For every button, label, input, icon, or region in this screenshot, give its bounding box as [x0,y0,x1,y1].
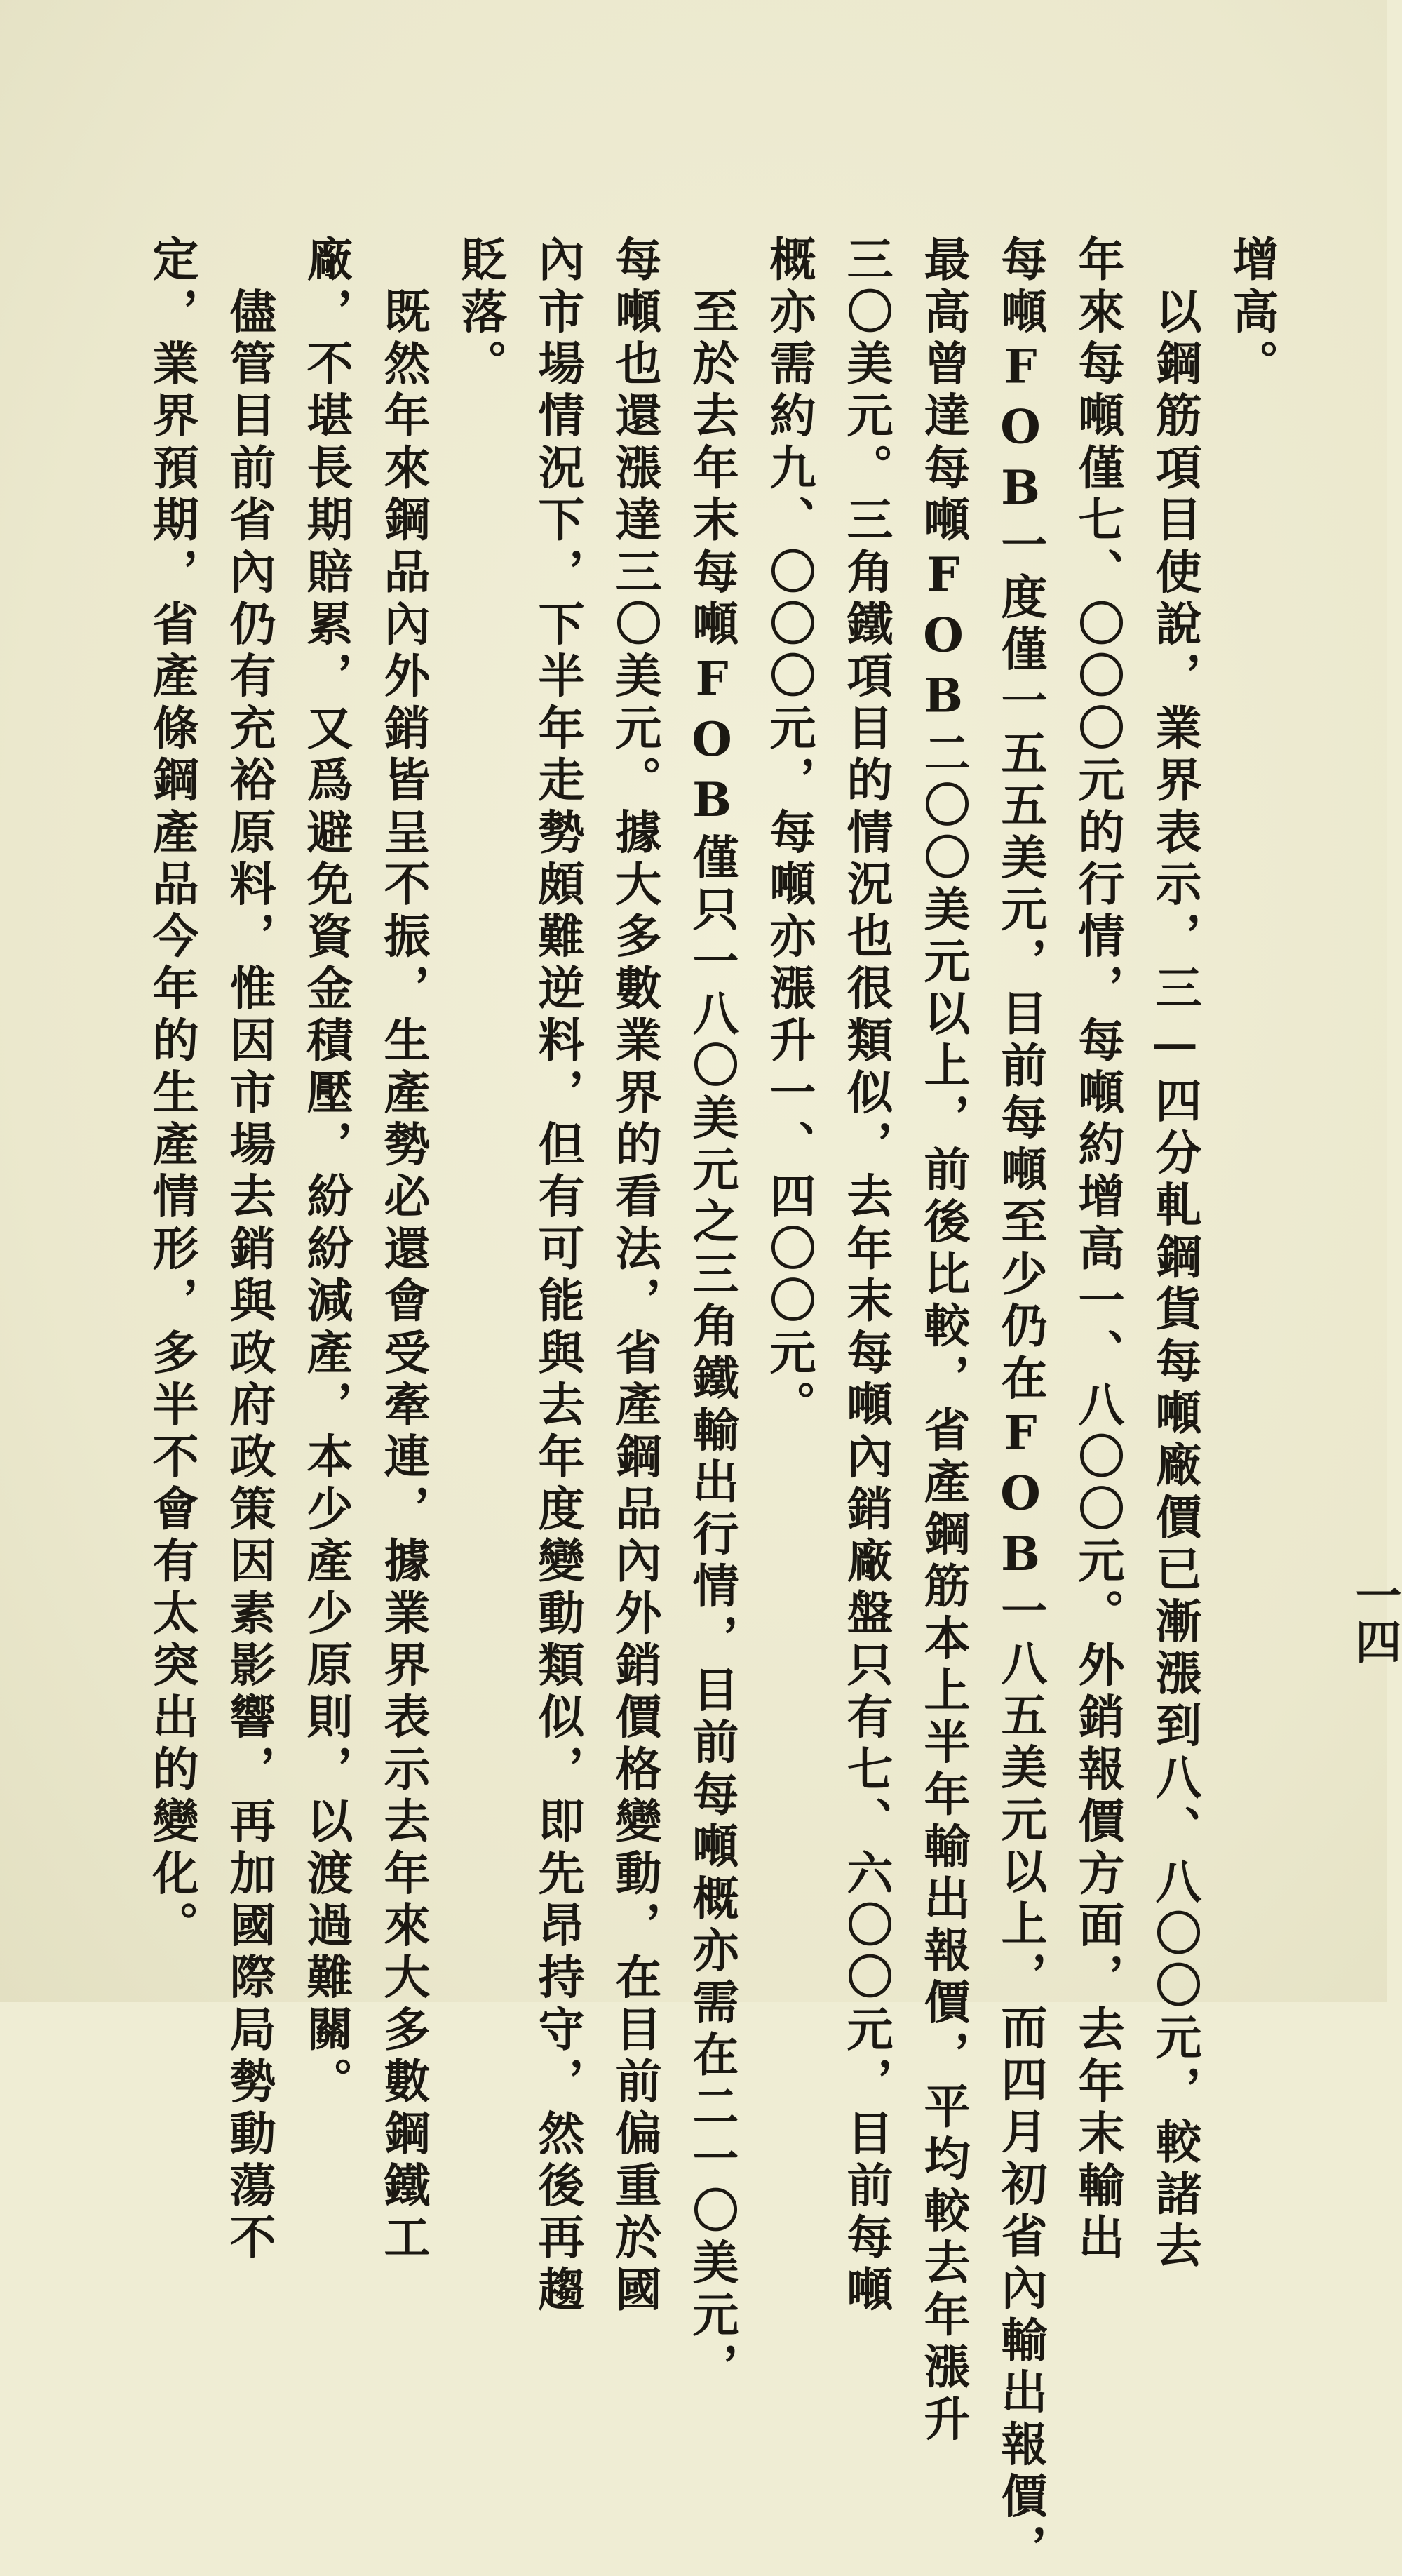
text-column-5: 最高曾達每噸FOB二〇〇美元以上，前後比較，省產鋼筋本上半年輸出報價，平均較去年漲升 [916,235,971,2447]
text-column-9: 每噸也還漲達三〇美元。據大多數業界的看法，省產鋼品內外銷價格變動，在目前偏重於國 [607,235,662,2317]
text-column-4: 每噸FOB一度僅一五五美元，目前每噸至少仍在FOB一八五美元以上，而四月初省內輸出報價， [993,235,1048,2576]
text-column-2: 以鋼筋項目使說，業界表示，三—四分軋鋼貨每噸廠價已漸漲到八、八〇〇元，較諸去 [1147,235,1202,2274]
text-column-7: 概亦需約九、〇〇〇元，每噸亦漲升一、四〇〇元。 [762,235,816,1433]
text-column-12: 既然年來鋼品內外銷皆呈不振，生產勢必還會受牽連，據業界表示去年來大多數鋼鐵工 [376,235,431,2265]
text-column-14: 儘管目前省內仍有充裕原料，惟因市場去銷與政府政策因素影響，再加國際局勢動蕩不 [222,235,276,2265]
text-column-6: 三〇美元。三角鐵項目的情況也很類似，去年末每噸內銷廠盤只有七、六〇〇元，目前每噸 [839,235,894,2317]
page-number: 一四 [1347,1571,1402,1664]
text-column-8: 至於去年末每噸FOB僅只一八〇美元之三角鐵輸出行情，目前每噸概亦需在二一〇美元， [685,235,739,2395]
text-column-15: 定，業界預期，省產條鋼產品今年的生產情形，多半不會有太突出的變化。 [144,235,199,1953]
text-column-10: 內市場情況下，下半年走勢頗難逆料，但有可能與去年度變動類似，即先昂持守，然後再趨 [530,235,585,2317]
text-column-13: 廠，不堪長期賠累，又爲避免資金積壓，紛紛減產，本少產少原則，以渡過難關。 [299,235,353,2109]
text-column-3: 年來每噸僅七、〇〇〇元的行情，每噸約增高一、八〇〇元。外銷報價方面，去年末輸出 [1070,235,1125,2265]
text-column-1: 增高。 [1225,235,1279,391]
text-column-11: 貶落。 [453,235,508,391]
